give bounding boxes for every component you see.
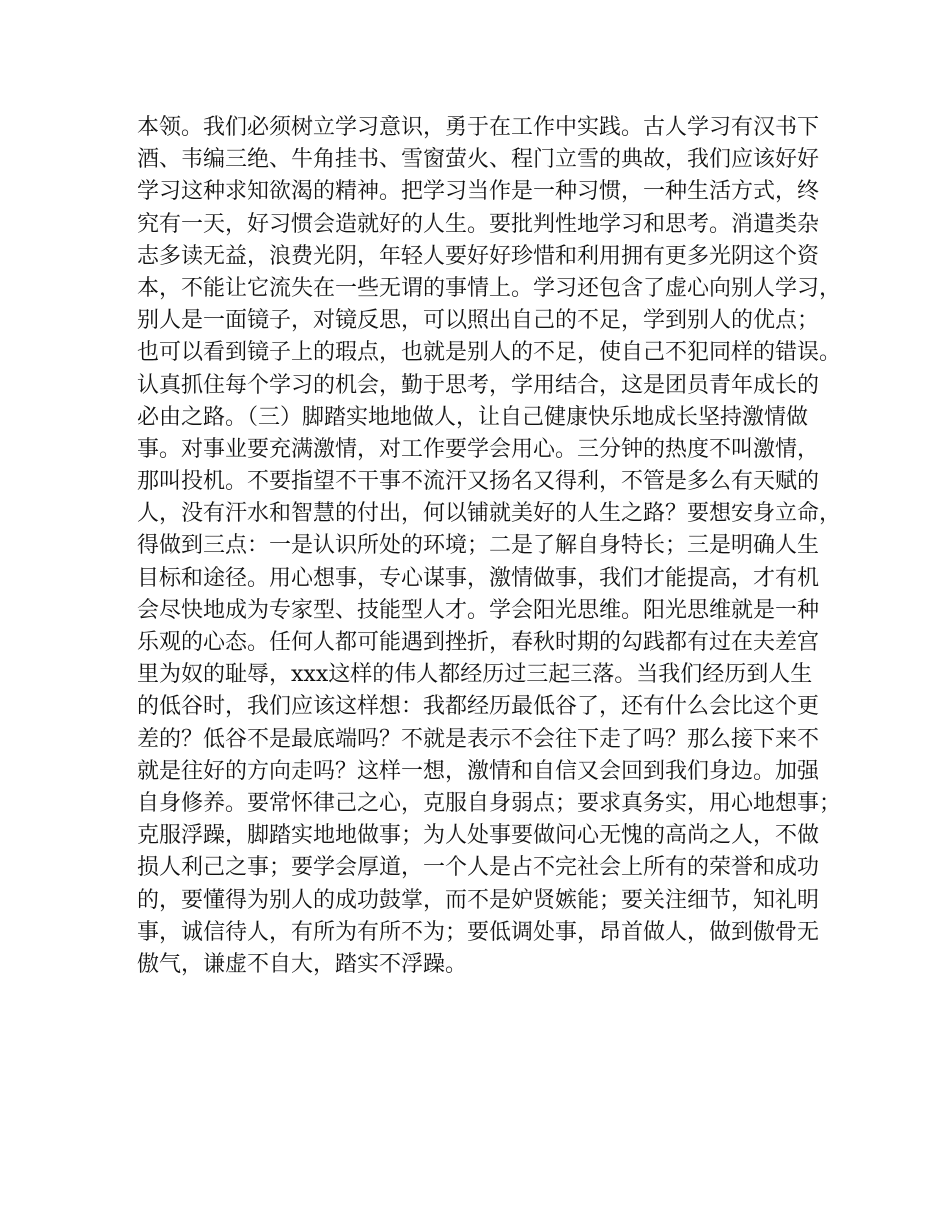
text-line: 志多读无益，浪费光阴，年轻人要好好珍惜和利用拥有更多光阴这个资 — [137, 243, 820, 269]
text-line: 自身修养。要常怀律己之心，克服自身弱点；要求真务实，用心地想事； — [137, 790, 842, 816]
text-line: 乐观的心态。任何人都可能遇到挫折，春秋时期的勾践都有过在夫差宫 — [137, 630, 820, 655]
text-line: 里为奴的耻辱，xxx这样的伟人都经历过三起三落。当我们经历到人生 — [137, 662, 813, 688]
text-line: 事，诚信待人，有所为有所不为；要低调处事，昂首做人，做到傲骨无 — [137, 919, 820, 945]
text-line: 就是往好的方向走吗？这样一想，激情和自信又会回到我们身边。加强 — [137, 758, 820, 784]
text-line: 差的？低谷不是最底端吗？不就是表示不会往下走了吗？那么接下来不 — [137, 726, 820, 752]
text-line: 会尽快地成为专家型、技能型人才。学会阳光思维。阳光思维就是一种 — [137, 597, 820, 623]
text-line: 别人是一面镜子，对镜反思，可以照出自己的不足，学到别人的优点； — [137, 308, 820, 334]
text-line: 认真抓住每个学习的机会，勤于思考，学用结合，这是团员青年成长的 — [137, 372, 820, 398]
text-line: 也可以看到镜子上的瑕点，也就是别人的不足，使自己不犯同样的错误。 — [137, 340, 842, 366]
text-line: 目标和途径。用心想事，专心谋事，激情做事，我们才能提高，才有机 — [137, 565, 820, 591]
text-line: 的低谷时，我们应该这样想：我都经历最低谷了，还有什么会比这个更 — [137, 694, 820, 720]
text-line: 人，没有汗水和智慧的付出，何以铺就美好的人生之路？要想安身立命， — [137, 501, 842, 527]
text-line: 得做到三点：一是认识所处的环境；二是了解自身特长；三是明确人生 — [137, 533, 820, 559]
body-paragraph — [137, 112, 842, 981]
text-line: 学习这种求知欲渴的精神。把学习当作是一种习惯，一种生活方式，终 — [137, 179, 820, 205]
text-line: 本，不能让它流失在一些无谓的事情上。学习还包含了虚心向别人学习， — [137, 275, 842, 301]
text-line: 究有一天，好习惯会造就好的人生。要批判性地学习和思考。消遣类杂 — [137, 211, 820, 237]
text-line: 必由之路。（三）脚踏实地地做人，让自己健康快乐地成长坚持激情做 — [137, 404, 809, 430]
text-line: 本领。我们必须树立学习意识，勇于在工作中实践。古人学习有汉书下 — [137, 115, 820, 140]
text-line: 酒、韦编三绝、牛角挂书、雪窗萤火、程门立雪的典故，我们应该好好 — [137, 147, 820, 173]
text-line: 损人利己之事；要学会厚道，一个人是占不完社会上所有的荣誉和成功 — [137, 855, 820, 881]
text-line: 事。对事业要充满激情，对工作要学会用心。三分钟的热度不叫激情， — [137, 436, 820, 462]
text-line: 那叫投机。不要指望不干事不流汗又扬名又得利，不管是多么有天赋的 — [137, 469, 820, 495]
text-line: 克服浮躁，脚踏实地地做事；为人处事要做问心无愧的高尚之人，不做 — [137, 823, 820, 849]
text-line: 傲气，谦虚不自大，踏实不浮躁。 — [137, 951, 468, 977]
text-line: 的，要懂得为别人的成功鼓掌，而不是妒贤嫉能；要关注细节，知礼明 — [137, 887, 820, 913]
